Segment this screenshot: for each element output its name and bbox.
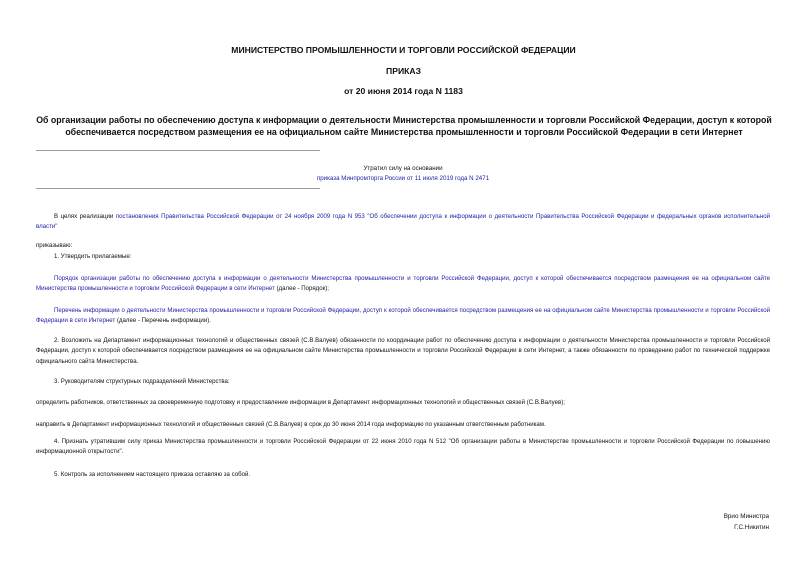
item-1a-tail: (далее - Порядок); [274,285,329,293]
item-1b [36,306,770,327]
procedure-link[interactable]: Порядок организации работы по обеспечению доступа к информации о деятельности Министерства промышленности и торговли Российской Федерации, доступ к которой обеспечивается посредством размещения ее на официальном сайте Министерства промышленности и торговли Российской Федерации в сети Интернет [36,275,770,293]
signatory-name: Г.С.Никитин [734,524,769,531]
signatory-position: Врио Министра [723,513,769,520]
item-5: 5. Контроль за исполнением настоящего приказа оставляю за собой. [54,471,251,478]
item-2: 2. Возложить на Департамент информационных технологий и общественных связей (С.В.Валуев) обязанности по координации работ по обеспечению доступа к информации о деятельности Министерства промышленности и торговли Российской Федерации, доступ к которой обеспечивается посредством размещения ее на официальном сайте Министерства промышленности и торговли Российской Федерации в сети Интернет, а также обязанности по проведению работ по технической поддержке официального сайта Министерства. [36,337,770,365]
item-1: 1. Утвердить прилагаемые: [54,253,132,260]
item-3a: определить работников, ответственных за своевременную подготовку и предоставление информации в Департамент информационных технологий и общественных связей (С.В.Валуев); [36,399,565,406]
status-note [300,164,506,184]
date-number-heading: от 20 июня 2014 года N 1183 [344,86,463,96]
orders-line: приказываю: [36,242,73,249]
government-decree-link[interactable]: постановления Правительства Российской Федерации от 24 ноября 2009 года N 953 "Об обеспечении доступа к информации о деятельности Правительства Российской Федерации и федеральных органов исполнительной власти" [36,213,770,231]
preamble-prefix: В целях реализации [54,213,116,220]
doc-type-heading: ПРИКАЗ [386,66,421,76]
ministry-heading: МИНИСТЕРСТВО ПРОМЫШЛЕННОСТИ И ТОРГОВЛИ РОССИЙСКОЙ ФЕДЕРАЦИИ [231,45,576,55]
document-title: Об организации работы по обеспечению доступа к информации о деятельности Министерства промышленности и торговли Российской Федерации, доступ к которой обеспечивается посредством размещения ее на официальном сайте Министерства промышленности и торговли Российской Федерации в сети Интернет [36,115,772,137]
preamble-paragraph [36,212,770,233]
divider-bottom [36,188,320,189]
item-3: 3. Руководителям структурных подразделений Министерства: [54,378,230,385]
item-3b: направить в Департамент информационных технологий и общественных связей (С.В.Валуев) в срок до 30 июня 2014 года информацию по указанным ответственным работникам. [36,421,546,428]
repeal-order-link[interactable]: приказа Минпромторга России от 11 июля 2019 года N 2471 [316,175,490,182]
signature-block [724,511,769,533]
divider-top [36,150,320,151]
item-1a [36,274,770,295]
information-list-link[interactable]: Перечень информации о деятельности Министерства промышленности и торговли Российской Федерации, доступ к которой обеспечивается посредством размещения ее на официальном сайте Министерства промышленности и торговли Российской Федерации в сети Интернет [36,307,770,325]
item-1b-tail: (далее - Перечень информации). [115,317,211,325]
status-note-text: Утратил силу на основании [363,165,443,172]
item-4: 4. Признать утратившим силу приказ Министерства промышленности и торговли Российской Федерации от 22 июня 2010 года N 512 "Об организации работы в Министерстве промышленности и торговли Российской Федерации по повышению информационной открытости". [36,438,770,456]
